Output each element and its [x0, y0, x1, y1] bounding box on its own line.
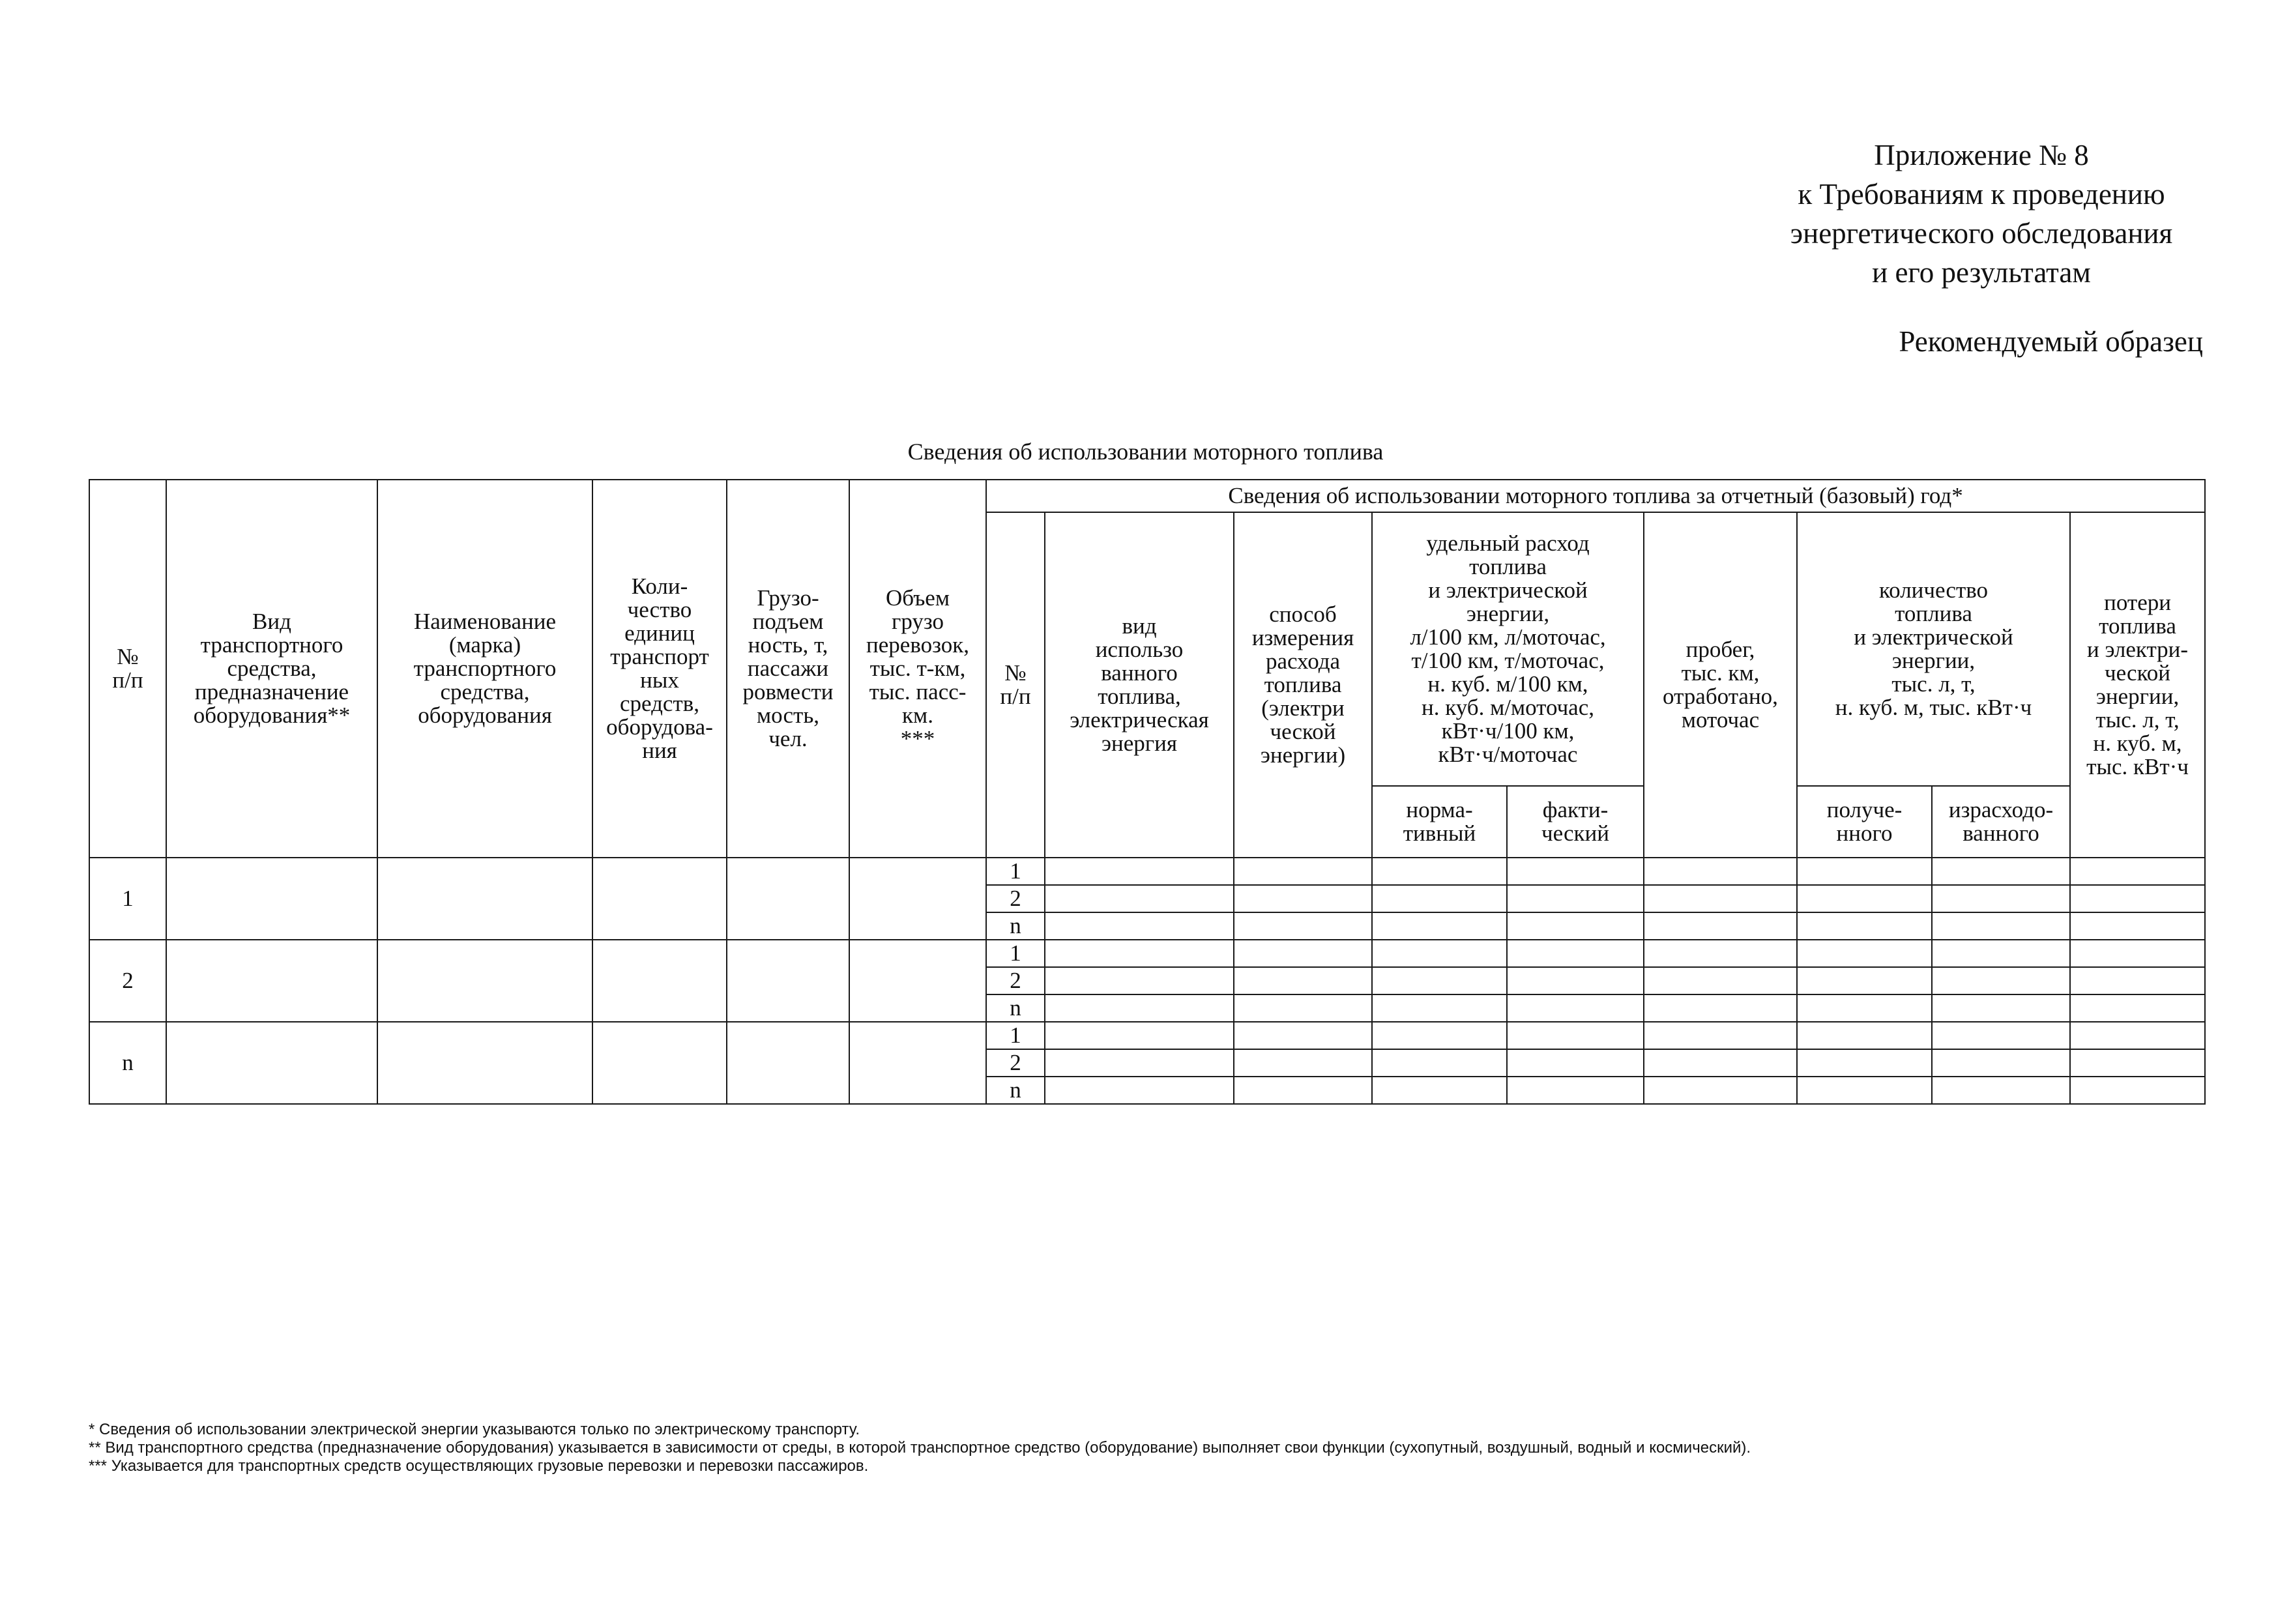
empty-cell — [1372, 967, 1507, 994]
row-number: 1 — [89, 858, 166, 940]
sub-row-number: 1 — [986, 940, 1045, 967]
empty-cell — [1797, 1049, 1932, 1077]
header-sub-num: № п/п — [986, 512, 1045, 858]
empty-cell — [1932, 1077, 2070, 1104]
header-quantity: Коли- чество единиц транспорт ных средств, оборудова- ния — [592, 480, 727, 858]
sub-row-number: 1 — [986, 1022, 1045, 1049]
empty-cell — [849, 858, 986, 940]
empty-cell — [1644, 1077, 1797, 1104]
header-losses: потери топлива и электри- ческой энергии, тыс. л, т, н. куб. м, тыс. кВт·ч — [2070, 512, 2205, 858]
empty-cell — [1372, 994, 1507, 1022]
empty-cell — [1234, 967, 1372, 994]
footnote: *** Указывается для транспортных средств осуществляющих грузовые перевозки и перевозки пассажиров. — [89, 1457, 869, 1475]
empty-cell — [1932, 1049, 2070, 1077]
sample-label: Рекомендуемый образец — [1899, 325, 2203, 358]
empty-cell — [1797, 940, 1932, 967]
empty-cell — [1932, 994, 2070, 1022]
empty-cell — [1797, 967, 1932, 994]
empty-cell — [166, 858, 377, 940]
empty-cell — [2070, 1049, 2205, 1077]
empty-cell — [727, 940, 849, 1022]
empty-cell — [1507, 858, 1644, 885]
empty-cell — [2070, 1022, 2205, 1049]
empty-cell — [1372, 1022, 1507, 1049]
sub-row-number: 2 — [986, 967, 1045, 994]
empty-cell — [2070, 1077, 2205, 1104]
empty-cell — [1797, 858, 1932, 885]
empty-cell — [1797, 1022, 1932, 1049]
empty-cell — [1644, 994, 1797, 1022]
empty-cell — [727, 1022, 849, 1104]
empty-cell — [1932, 940, 2070, 967]
empty-cell — [2070, 967, 2205, 994]
empty-cell — [1372, 858, 1507, 885]
empty-cell — [849, 1022, 986, 1104]
empty-cell — [1045, 1077, 1234, 1104]
empty-cell — [1234, 1077, 1372, 1104]
empty-cell — [1507, 885, 1644, 912]
empty-cell — [1507, 1077, 1644, 1104]
empty-cell — [377, 1022, 592, 1104]
empty-cell — [1644, 885, 1797, 912]
table-title: Сведения об использовании моторного топлива — [907, 439, 1384, 465]
appendix-header — [1708, 136, 2255, 292]
empty-cell — [377, 940, 592, 1022]
appendix-line: Приложение № 8 — [1874, 139, 2089, 171]
appendix-line: к Требованиям к проведению — [1798, 178, 2165, 210]
empty-cell — [1045, 967, 1234, 994]
footnote: ** Вид транспортного средства (предназначение оборудования) указывается в зависимости от среды, в которой транспортное средство (оборудование) выполняет свои функции (сухопутный, воздушный, водный и космический). — [89, 1439, 1751, 1457]
empty-cell — [1932, 1022, 2070, 1049]
header-specific-consumption: удельный расход топлива и электрической энергии, л/100 км, л/моточас, т/100 км, т/моточас, н. куб. м/100 км, н. куб. м/моточас, кВт·ч/100 км, кВт·ч/моточас — [1372, 512, 1644, 786]
empty-cell — [1045, 912, 1234, 940]
header-normative: норма- тивный — [1372, 786, 1507, 858]
empty-cell — [1045, 1049, 1234, 1077]
empty-cell — [1797, 885, 1932, 912]
sub-row-number: 2 — [986, 1049, 1045, 1077]
empty-cell — [2070, 912, 2205, 940]
empty-cell — [377, 858, 592, 940]
sub-row-number: n — [986, 912, 1045, 940]
footnotes — [89, 1421, 2207, 1475]
header-method: способ измерения расхода топлива (электри ческой энергии) — [1234, 512, 1372, 858]
empty-cell — [2070, 885, 2205, 912]
header-consumed: израсходо- ванного — [1932, 786, 2070, 858]
empty-cell — [1932, 967, 2070, 994]
empty-cell — [1234, 1022, 1372, 1049]
empty-cell — [727, 858, 849, 940]
row-number: 2 — [89, 940, 166, 1022]
header-fuel-amount: количество топлива и электрической энергии, тыс. л, т, н. куб. м, тыс. кВт·ч — [1797, 512, 2070, 786]
empty-cell — [1507, 967, 1644, 994]
header-vehicle-type: Вид транспортного средства, предназначение оборудования** — [166, 480, 377, 858]
empty-cell — [166, 1022, 377, 1104]
appendix-line: энергетического обследования — [1790, 217, 2173, 250]
sub-row-number: n — [986, 994, 1045, 1022]
empty-cell — [2070, 940, 2205, 967]
empty-cell — [1507, 940, 1644, 967]
empty-cell — [849, 940, 986, 1022]
empty-cell — [2070, 994, 2205, 1022]
empty-cell — [1507, 1049, 1644, 1077]
empty-cell — [1234, 885, 1372, 912]
empty-cell — [2070, 858, 2205, 885]
empty-cell — [1372, 885, 1507, 912]
empty-cell — [1932, 912, 2070, 940]
appendix-line: и его результатам — [1872, 256, 2091, 289]
table-row — [89, 940, 2205, 967]
empty-cell — [592, 1022, 727, 1104]
empty-cell — [1644, 1022, 1797, 1049]
empty-cell — [1372, 912, 1507, 940]
sub-row-number: 1 — [986, 858, 1045, 885]
empty-cell — [1234, 912, 1372, 940]
footnote: * Сведения об использовании электрической энергии указываются только по электрическому транспорту. — [89, 1421, 860, 1438]
empty-cell — [1507, 1022, 1644, 1049]
empty-cell — [1644, 912, 1797, 940]
empty-cell — [1045, 994, 1234, 1022]
empty-cell — [1644, 858, 1797, 885]
empty-cell — [1644, 940, 1797, 967]
empty-cell — [592, 940, 727, 1022]
empty-cell — [1045, 940, 1234, 967]
empty-cell — [166, 940, 377, 1022]
empty-cell — [1797, 1077, 1932, 1104]
header-group: Сведения об использовании моторного топлива за отчетный (базовый) год* — [986, 480, 2205, 512]
empty-cell — [1372, 1077, 1507, 1104]
empty-cell — [1644, 1049, 1797, 1077]
empty-cell — [1234, 858, 1372, 885]
empty-cell — [1644, 967, 1797, 994]
empty-cell — [1372, 940, 1507, 967]
table-row — [89, 858, 2205, 885]
empty-cell — [1797, 994, 1932, 1022]
empty-cell — [592, 858, 727, 940]
empty-cell — [1507, 912, 1644, 940]
header-mileage: пробег, тыс. км, отработано, моточас — [1644, 512, 1797, 858]
empty-cell — [1045, 858, 1234, 885]
empty-cell — [1234, 1049, 1372, 1077]
row-number: n — [89, 1022, 166, 1104]
empty-cell — [1507, 994, 1644, 1022]
header-name: Наименование (марка) транспортного средства, оборудования — [377, 480, 592, 858]
header-received: получе- нного — [1797, 786, 1932, 858]
empty-cell — [1234, 994, 1372, 1022]
empty-cell — [1234, 940, 1372, 967]
sub-row-number: n — [986, 1077, 1045, 1104]
empty-cell — [1932, 858, 2070, 885]
empty-cell — [1932, 885, 2070, 912]
header-fuel-type: вид использо ванного топлива, электрическая энергия — [1045, 512, 1234, 858]
table-row — [89, 1022, 2205, 1049]
empty-cell — [1797, 912, 1932, 940]
header-volume: Объем грузо перевозок, тыс. т-км, тыс. пасс- км. *** — [849, 480, 986, 858]
fuel-usage-table — [89, 479, 2206, 1105]
header-actual: факти- ческий — [1507, 786, 1644, 858]
empty-cell — [1372, 1049, 1507, 1077]
empty-cell — [1045, 1022, 1234, 1049]
sub-row-number: 2 — [986, 885, 1045, 912]
header-num: № п/п — [89, 480, 166, 858]
empty-cell — [1045, 885, 1234, 912]
header-capacity: Грузо- подъем ность, т, пассажи ровмести мость, чел. — [727, 480, 849, 858]
